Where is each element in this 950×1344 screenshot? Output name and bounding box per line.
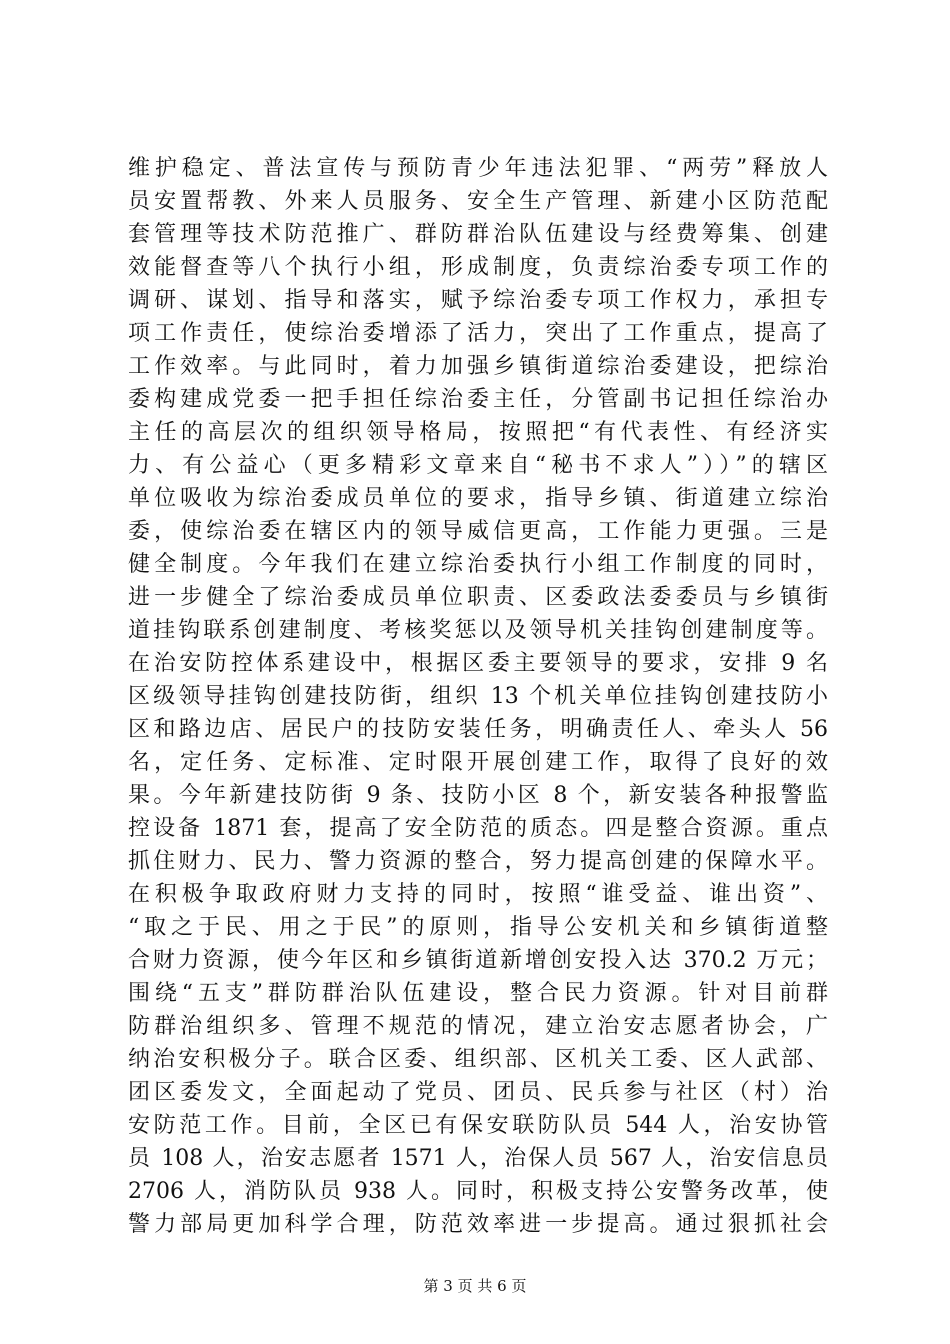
text-line: 2706 人，消防队员 938 人。同时，积极支持公安警务改革，使 [128, 1179, 828, 1204]
text-line: 委，使综治委在辖区内的领导威信更高，工作能力更强。三是 [128, 519, 828, 544]
text-line: 力、有公益心（更多精彩文章来自“秘书不求人”））”的辖区 [128, 453, 828, 478]
text-line: 区级领导挂钩创建技防街，组织 13 个机关单位挂钩创建技防小 [128, 684, 828, 709]
text-line: 在治安防控体系建设中，根据区委主要领导的要求，安排 9 名 [128, 651, 828, 676]
text-line: 抓住财力、民力、警力资源的整合，努力提高创建的保障水平。 [128, 849, 828, 874]
text-line: 围绕“五支”群防群治队伍建设，整合民力资源。针对目前群 [128, 981, 828, 1006]
text-line: 维护稳定、普法宣传与预防青少年违法犯罪、“两劳”释放人 [128, 156, 828, 181]
text-line: 防群治组织多、管理不规范的情况，建立治安志愿者协会，广 [128, 1014, 828, 1039]
text-line: “取之于民、用之于民”的原则，指导公安机关和乡镇街道整 [128, 915, 828, 940]
text-line: 警力部局更加科学合理，防范效率进一步提高。通过狠抓社会 [128, 1212, 828, 1237]
text-line: 果。今年新建技防街 9 条、技防小区 8 个，新安装各种报警监 [128, 783, 828, 808]
text-line: 员安置帮教、外来人员服务、安全生产管理、新建小区防范配 [128, 189, 828, 214]
text-line: 效能督查等八个执行小组，形成制度，负责综治委专项工作的 [128, 255, 828, 280]
text-line: 团区委发文，全面起动了党员、团员、民兵参与社区（村）治 [128, 1080, 828, 1105]
text-line: 安防范工作。目前，全区已有保安联防队员 544 人，治安协管 [128, 1113, 828, 1138]
text-line: 健全制度。今年我们在建立综治委执行小组工作制度的同时， [128, 552, 828, 577]
text-line: 道挂钩联系创建制度、考核奖惩以及领导机关挂钩创建制度等。 [128, 618, 828, 643]
text-line: 套管理等技术防范推广、群防群治队伍建设与经费筹集、创建 [128, 222, 828, 247]
page-footer: 第 3 页 共 6 页 [423, 1277, 527, 1295]
body-text [128, 152, 828, 1241]
text-line: 委构建成党委一把手担任综治委主任，分管副书记担任综治办 [128, 387, 828, 412]
text-line: 调研、谋划、指导和落实，赋予综治委专项工作权力，承担专 [128, 288, 828, 313]
text-line: 进一步健全了综治委成员单位职责、区委政法委委员与乡镇街 [128, 585, 828, 610]
text-line: 名，定任务、定标准、定时限开展创建工作，取得了良好的效 [128, 750, 828, 775]
text-line: 单位吸收为综治委成员单位的要求，指导乡镇、街道建立综治 [128, 486, 828, 511]
text-line: 主任的高层次的组织领导格局，按照把“有代表性、有经济实 [128, 420, 828, 445]
text-line: 项工作责任，使综治委增添了活力，突出了工作重点，提高了 [128, 321, 828, 346]
text-line: 控设备 1871 套，提高了安全防范的质态。四是整合资源。重点 [128, 816, 828, 841]
text-line: 合财力资源，使今年区和乡镇街道新增创安投入达 370.2 万元； [128, 948, 828, 973]
text-line: 员 108 人，治安志愿者 1571 人，治保人员 567 人，治安信息员 [128, 1146, 828, 1171]
text-line: 在积极争取政府财力支持的同时，按照“谁受益、谁出资”、 [128, 882, 828, 907]
text-line: 纳治安积极分子。联合区委、组织部、区机关工委、区人武部、 [128, 1047, 828, 1072]
text-line: 区和路边店、居民户的技防安装任务，明确责任人、牵头人 56 [128, 717, 828, 742]
text-line: 工作效率。与此同时，着力加强乡镇街道综治委建设，把综治 [128, 354, 828, 379]
